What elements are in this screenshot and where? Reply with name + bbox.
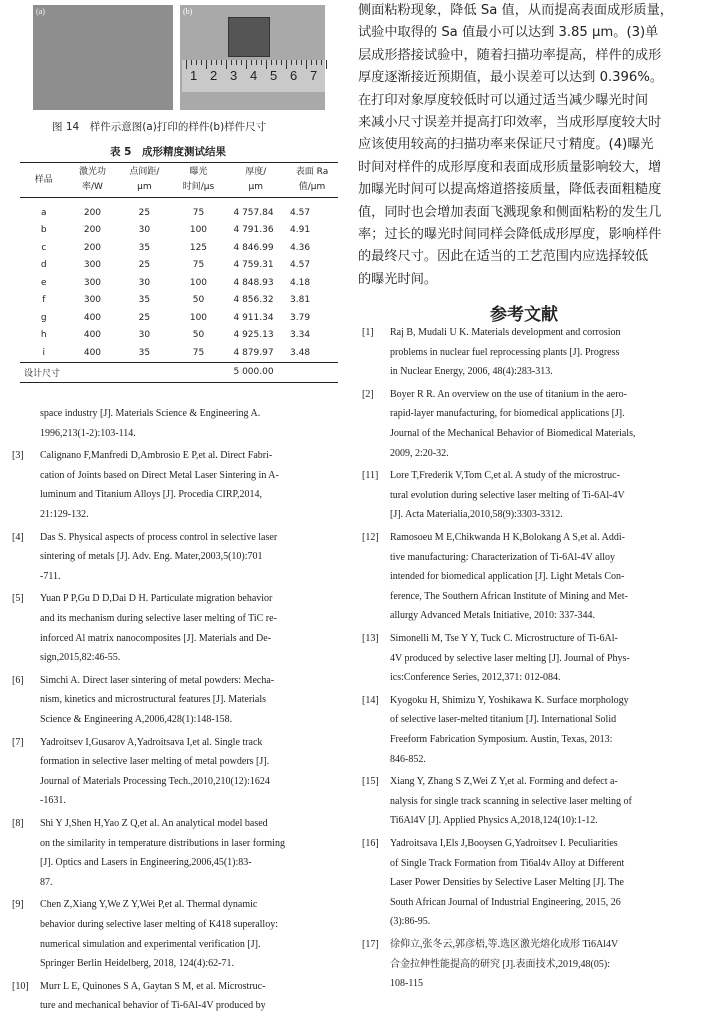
reference-number: [13] [362, 633, 379, 644]
reference-text [390, 935, 692, 994]
ruler-tick [311, 60, 312, 65]
body-line: 层成形搭接试验中，随着扫描功率提高，样件的成形 [358, 47, 662, 63]
table-row [20, 309, 338, 327]
sample-cell [101, 59, 113, 71]
design-size-row [20, 362, 338, 382]
sample-cell [115, 73, 127, 85]
reference-line: 2009, 2:20-32. [390, 447, 449, 459]
table-cell: 4.36 [290, 242, 311, 253]
reference-line: 108-115 [390, 978, 423, 990]
sample-cell [157, 87, 169, 99]
conclusion-text [358, 0, 690, 291]
reference-line: Journal of the Mechanical Behavior of Biomedical Materials, [390, 427, 636, 439]
ruler-number: 4 [250, 68, 258, 83]
ruler-tick [251, 60, 252, 65]
reference-line: formation in selective laser melting of metal powders [J]. [40, 756, 270, 768]
reference-line: 4V produced by selective laser melting [J]. Journal of Phys- [390, 652, 630, 664]
ruler-number: 1 [190, 68, 198, 83]
body-line: 侧面粘粉现象，降低 Sa 值，从而提高表面成形质量， [358, 3, 673, 18]
reference-line: ference, The Southern African Institute of Mining and Met- [390, 590, 628, 602]
sample-cell [115, 45, 127, 57]
design-size-value: 5 000.00 [233, 367, 274, 377]
table-cell: 200 [83, 207, 102, 218]
ruler [182, 60, 325, 92]
table-header-line: 样品 [34, 174, 53, 185]
table-cell: b [40, 225, 47, 236]
reference-line: tural evolution during selective laser melting of Ti-6Al-4V [390, 489, 625, 501]
ruler-tick [271, 60, 272, 65]
reference-line: on the similarity in temperature distributions in laser forming [40, 837, 285, 849]
table-cell: 4.57 [290, 260, 311, 271]
ruler-tick [196, 60, 197, 65]
ruler-tick [206, 60, 207, 69]
table-cell: 25 [138, 260, 151, 271]
reference-number: [17] [362, 939, 379, 950]
ruler-tick [301, 60, 302, 65]
sample-cell [157, 17, 169, 29]
reference-line: Calignano F,Manfredi D,Ambrosio E P,et al. Direct Fabri- [40, 450, 273, 462]
ruler-tick [276, 60, 277, 65]
ruler-number: 3 [230, 68, 238, 83]
sample-cell [73, 87, 85, 99]
table-header-line: μm [137, 182, 152, 192]
table-cell: 3.81 [290, 295, 311, 306]
reference-text [390, 466, 692, 525]
table-header [171, 163, 225, 198]
reference-number: [14] [362, 694, 379, 706]
sample-cell [143, 87, 155, 99]
sample-cell [143, 31, 155, 43]
reference-number: [3] [12, 450, 24, 462]
reference-text [40, 589, 342, 667]
table-cell: 4 911.34 [233, 312, 274, 323]
table-cell: 35 [138, 347, 151, 358]
ruler-tick [256, 60, 257, 65]
table-cell: 4 848.93 [233, 277, 274, 288]
reference-line: sign,2015,82:46-55. [40, 652, 121, 664]
ruler-tick [241, 60, 242, 65]
reference-number: [16] [362, 838, 379, 849]
table-cell: 200 [83, 242, 102, 253]
reference-line: -1631. [40, 795, 66, 807]
sample-photo-printed [33, 5, 173, 110]
reference-text [390, 385, 692, 463]
table-header [286, 163, 338, 198]
printed-sample-grid [45, 17, 169, 99]
reference-line: Laser Power Densities by Selective Laser Melting [J]. The [390, 877, 624, 889]
ruler-tick [216, 60, 217, 65]
ruler-tick [266, 60, 267, 69]
sample-cell [73, 73, 85, 85]
table-cell: 50 [192, 295, 205, 306]
reference-line: of Single Track Formation from Ti6al4v Alloy at Different [390, 857, 625, 869]
ruler-tick [246, 60, 247, 69]
reference-text [390, 772, 692, 831]
sample-cell [73, 17, 85, 29]
sample-cell [59, 45, 71, 57]
table-cell: 3.48 [290, 347, 311, 358]
sample-cell [157, 73, 169, 85]
sample-cell [73, 31, 85, 43]
body-line: 试验中取得的 Sa 值最小可以达到 3.85 μm。(3)单 [358, 25, 659, 41]
sample-cell [87, 45, 99, 57]
table-cell: 35 [138, 295, 151, 306]
reference-line: behavior during selective laser melting of K418 superalloy: [40, 918, 278, 930]
table-row [20, 257, 338, 275]
ruler-tick [291, 60, 292, 65]
reference-text [390, 323, 692, 382]
sample-cell [45, 59, 57, 71]
reference-number: [2] [362, 388, 374, 400]
reference-line: Yadroitsev I,Gusarov A,Yadroitsava I,et al. Single track [40, 736, 263, 748]
sample-cell [129, 59, 141, 71]
ruler-tick [281, 60, 282, 65]
sample-cell [59, 59, 71, 71]
reference-line: of selective laser-melted titanium [J]. International Solid [390, 714, 617, 726]
sample-cell [59, 73, 71, 85]
ruler-tick [306, 60, 307, 69]
sample-cell [87, 31, 99, 43]
design-size-label: 设计尺寸 [24, 368, 61, 379]
reference-text [390, 528, 692, 626]
ruler-tick [296, 60, 297, 65]
figure-caption: 图 14 样件示意图(a)打印的样件(b)样件尺寸 [52, 121, 267, 133]
reference-line: rapid-layer manufacturing, for biomedical applications [J]. [390, 408, 625, 420]
reference-line: tive manufacturing: Characterization of Ti-6Al-4V alloy [390, 551, 616, 563]
reference-number: [6] [12, 674, 24, 686]
table-cell: 4 879.97 [233, 347, 274, 358]
reference-number: [11] [362, 470, 379, 482]
reference-number: [10] [12, 980, 29, 992]
reference-text [40, 814, 342, 892]
reference-line: and its mechanism during selective laser melting of TiC re- [40, 612, 277, 624]
table-row [20, 222, 338, 240]
table-row [20, 274, 338, 292]
reference-text [40, 528, 342, 587]
table-row [20, 344, 338, 362]
table-row [20, 198, 338, 222]
sample-cell [143, 17, 155, 29]
reference-line: Chen Z,Xiang Y,We Z Y,Wei P,et al. Thermal dynamic [40, 899, 258, 911]
sample-cell [45, 31, 57, 43]
reference-line: Simchi A. Direct laser sintering of metal powders: Mecha- [40, 674, 275, 686]
reference-line: problems in nuclear fuel reprocessing plants [J]. Progress [390, 346, 620, 358]
reference-line: South African Journal of Industrial Engineering, 2015, 26 [390, 896, 621, 908]
sample-cell [87, 17, 99, 29]
sample-cell [87, 59, 99, 71]
reference-line: ture and mechanical behavior of Ti-6Al-4V produced by [40, 1000, 266, 1012]
sample-cell [73, 45, 85, 57]
sample-cell [143, 73, 155, 85]
sample-cell [115, 87, 127, 99]
table-cell: 125 [189, 242, 208, 253]
table-header-line: 曝光 [189, 167, 208, 177]
ruler-tick [191, 60, 192, 65]
reference-line: Yuan P P,Gu D D,Dai D H. Particulate migration behavior [40, 593, 273, 605]
table-title: 表 5 成形精度测试结果 [110, 146, 226, 158]
sample-cell [143, 45, 155, 57]
ruler-tick [286, 60, 287, 69]
reference-line: intended for biomedical application [J]. Light Metals Con- [390, 571, 625, 583]
reference-line: in Nuclear Energy, 2006, 48(4):283-313. [390, 366, 553, 378]
reference-line: Freeform Fabrication Symposium. Austin, Texas, 2013: [390, 733, 613, 745]
panel-b-label: (b) [183, 7, 193, 16]
reference-text [40, 671, 342, 730]
table-cell: 30 [138, 225, 151, 236]
sample-cell [45, 87, 57, 99]
sample-cell [129, 45, 141, 57]
reference-line: Xiang Y, Zhang S Z,Wei Z Y,et al. Forming and defect a- [390, 776, 618, 788]
sample-cell [101, 73, 113, 85]
table-cell: g [40, 312, 47, 323]
reference-number: [9] [12, 899, 24, 911]
sample-cell [129, 73, 141, 85]
table-cell: 75 [192, 207, 205, 218]
table-cell: 4 759.31 [233, 260, 274, 271]
sample-cell [157, 59, 169, 71]
table-cell: e [41, 277, 47, 288]
table-cell: 75 [192, 347, 205, 358]
sample-cell [129, 17, 141, 29]
sample-cell [73, 59, 85, 71]
body-line: 率；过长的曝光时间同样会降低成形厚度，影响样件 [358, 227, 662, 243]
ruler-number: 6 [290, 68, 298, 83]
table-cell: 30 [138, 330, 151, 341]
table-cell: 200 [83, 225, 102, 236]
sample-cell [129, 87, 141, 99]
table-cell: 300 [83, 260, 102, 271]
panel-a-label: (a) [36, 7, 45, 16]
reference-line: Murr L E, Quinones S A, Gaytan S M, et al. Microstruc- [40, 980, 266, 992]
table-header [225, 163, 286, 198]
sample-cell [101, 17, 113, 29]
body-line: 来减小尺寸误差并提高打印效率，当成形厚度较大时 [358, 115, 662, 131]
table-cell: 400 [83, 330, 102, 341]
sample-cell [115, 17, 127, 29]
table-cell: c [41, 242, 47, 253]
table-cell: d [40, 260, 47, 271]
reference-text [40, 733, 342, 811]
reference-line: nism, kinetics and microstructural features [J]. Materials [40, 694, 267, 706]
ruler-tick [201, 60, 202, 65]
table-header [68, 163, 118, 198]
sample-cell [101, 87, 113, 99]
table-cell: 25 [138, 207, 151, 218]
ruler-tick [261, 60, 262, 65]
reference-line: Boyer R R. An overview on the use of titanium in the aero- [390, 388, 627, 400]
body-line: 的最终尺寸。因此在适当的工艺范围内应选择较低 [358, 249, 649, 265]
ruler-tick [186, 60, 187, 69]
ruler-tick [236, 60, 237, 65]
table-cell: 25 [138, 312, 151, 323]
reference-line: (3):86-95. [390, 916, 431, 928]
sample-cell [45, 45, 57, 57]
table-cell: 30 [138, 277, 151, 288]
ruler-number: 7 [310, 68, 318, 83]
ruler-tick [221, 60, 222, 65]
ruler-tick [326, 60, 327, 69]
references-heading: 参考文献 [490, 305, 558, 325]
reference-line: Kyogoku H, Shimizu Y, Yoshikawa K. Surface morphology [390, 694, 629, 706]
body-line: 加曝光时间可以提高熔道搭接质量，降低表面粗糙度 [358, 182, 662, 198]
table-header-line: 值/μm [298, 182, 326, 192]
sample-cell [87, 87, 99, 99]
reference-line: cation of Joints based on Direct Metal Laser Sintering in A- [40, 469, 279, 481]
reference-line: Shi Y J,Shen H,Yao Z Q,et al. An analytical model based [40, 818, 268, 829]
reference-number: [1] [362, 327, 374, 338]
reference-line: 846-852. [390, 753, 426, 765]
sample-cell [157, 45, 169, 57]
table-cell: 4 791.36 [233, 225, 274, 236]
table-header-line: 点间距/ [129, 167, 160, 177]
reference-line: 21:129-132. [40, 508, 89, 520]
design-size-empty [286, 362, 338, 382]
table-cell: a [41, 207, 47, 218]
reference-line: Ti6Al4V [J]. Applied Physics A,2018,124(10):1-12. [390, 815, 598, 827]
ruler-tick [211, 60, 212, 65]
reference-line: Science & Engineering A,2006,428(1):148-158. [40, 713, 233, 725]
reference-line: ics:Conference Series, 2012,371: 012-084. [390, 672, 561, 684]
reference-number: [4] [12, 531, 24, 543]
table-cell: 3.34 [290, 330, 311, 341]
body-line: 时间对样件的成形厚度和表面成形质量影响较大，增 [358, 159, 662, 175]
ruler-tick [231, 60, 232, 65]
reference-number: [5] [12, 593, 24, 605]
reference-number: [12] [362, 532, 379, 543]
table-cell: 100 [189, 312, 208, 323]
reference-text [390, 629, 692, 688]
table-cell: 100 [189, 225, 208, 236]
sample-cell [101, 45, 113, 57]
table-cell: f [42, 295, 46, 306]
sample-cell [101, 31, 113, 43]
table-cell: 300 [83, 277, 102, 288]
table-cell: 4.57 [290, 207, 311, 218]
ruler-tick [316, 60, 317, 65]
table-cell: 35 [138, 242, 151, 253]
table-header-line: 时间/μs [182, 182, 215, 192]
table-header-line: 激光功 [78, 167, 106, 177]
table-cell: 400 [83, 312, 102, 323]
reference-line: luminum and Titanium Alloys [J]. Procedia CIRP,2014, [40, 489, 262, 501]
reference-line: -711. [40, 570, 61, 582]
reference-line: Ramosoeu M E,Chikwanda H K,Bolokang A S,et al. Addi- [390, 532, 625, 543]
table-header [20, 163, 68, 198]
reference-line: 合金拉伸性能提高的研究 [J].表面技术,2019,48(05): [390, 958, 610, 970]
ruler-number: 2 [210, 68, 218, 83]
table-cell: 100 [189, 277, 208, 288]
table-header [117, 163, 171, 198]
reference-text [390, 691, 692, 769]
ruler-tick [321, 60, 322, 65]
sample-cell [143, 59, 155, 71]
reference-line: nalysis for single track scanning in selective laser melting of [390, 795, 632, 807]
reference-line: 1996,213(1-2):103-114. [40, 427, 136, 439]
table-header-line: 率/W [81, 182, 103, 192]
body-line: 厚度逐渐接近预期值，最小误差可以达到 0.396%。 [358, 70, 664, 86]
table-cell: 300 [83, 295, 102, 306]
reference-text [40, 895, 342, 973]
reference-line: [J]. Optics and Lasers in Engineering,2006,45(1):83- [40, 857, 252, 869]
sample-photo-size [180, 5, 325, 110]
reference-line: Simonelli M, Tse Y Y, Tuck C. Microstructure of Ti-6Al- [390, 633, 618, 644]
table-cell: 4 846.99 [233, 242, 274, 253]
body-line: 在打印对象厚度较低时可以通过适当减少曝光时间 [358, 92, 649, 108]
table-cell: i [42, 347, 46, 358]
reference-text [390, 834, 692, 932]
reference-text [40, 446, 342, 524]
sample-cell [115, 31, 127, 43]
reference-line: Springer Berlin Heidelberg, 2018, 124(4):62-71. [40, 958, 234, 970]
sample-cell [115, 59, 127, 71]
body-line: 应该使用较高的扫描功率来保证尺寸精度。(4)曝光 [358, 137, 654, 153]
sample-cell [87, 73, 99, 85]
sample-cube [228, 17, 270, 57]
reference-line: inforced Al matrix nanocomposites [J]. Materials and De- [40, 632, 272, 644]
table-header-line: 表面 Ra [295, 167, 329, 177]
table-cell: 4 925.13 [233, 330, 274, 341]
sample-cell [45, 17, 57, 29]
reference-text [40, 404, 342, 443]
table-cell: 400 [83, 347, 102, 358]
reference-line: Journal of Materials Processing Tech.,2010,210(12):1624 [40, 775, 270, 787]
reference-line: 87. [40, 876, 53, 888]
reference-number: [15] [362, 776, 379, 788]
sample-cell [59, 31, 71, 43]
reference-line: Das S. Physical aspects of process control in selective laser [40, 531, 278, 543]
sample-cell [157, 31, 169, 43]
body-line: 值，同时也会增加表面飞溅现象和侧面粘粉的发生几 [358, 204, 662, 220]
reference-line: Yadroitsava I,Els J,Booysen G,Yadroitsev I. Peculiarities [390, 838, 618, 849]
reference-line: sintering of metals [J]. Adv. Eng. Mater,2003,5(10):701 [40, 551, 263, 563]
reference-line: 徐仰立,张冬云,郭彦梧,等.选区激光熔化成形 Ti6Al4V [390, 939, 619, 950]
reference-line: Lore T,Frederik V,Tom C,et al. A study of the microstruc- [390, 470, 620, 482]
table-cell: 4.18 [290, 277, 311, 288]
table-row [20, 327, 338, 345]
reference-line: numerical simulation and experimental verification [J]. [40, 938, 261, 950]
table-cell: 50 [192, 330, 205, 341]
table-header-line: μm [248, 182, 264, 192]
reference-text [40, 977, 342, 1016]
table-cell: 75 [192, 260, 205, 271]
reference-line: Raj B, Mudali U K. Materials development and corrosion [390, 327, 621, 338]
table-row [20, 292, 338, 310]
reference-line: space industry [J]. Materials Science & Engineering A. [40, 408, 261, 419]
body-line: 的曝光时间。 [358, 271, 438, 287]
reference-number: [7] [12, 736, 24, 748]
sample-cell [129, 31, 141, 43]
precision-results-table [20, 162, 338, 383]
table-cell: 4 757.84 [233, 207, 274, 218]
reference-line: allurgy Advanced Metals Initiative, 2010: 337-344. [390, 610, 596, 622]
table-cell: 4.91 [290, 225, 311, 236]
table-header-line: 厚度/ [245, 167, 267, 177]
ruler-number: 5 [270, 68, 278, 83]
table-cell: h [40, 330, 47, 341]
reference-line: [J]. Acta Materialia,2010,58(9):3303-3312. [390, 509, 563, 521]
table-cell: 3.79 [290, 312, 311, 323]
sample-cell [59, 87, 71, 99]
sample-cell [59, 17, 71, 29]
ruler-tick [226, 60, 227, 69]
reference-number: [8] [12, 818, 24, 829]
table-cell: 4 856.32 [233, 295, 274, 306]
table-row [20, 239, 338, 257]
sample-cell [45, 73, 57, 85]
